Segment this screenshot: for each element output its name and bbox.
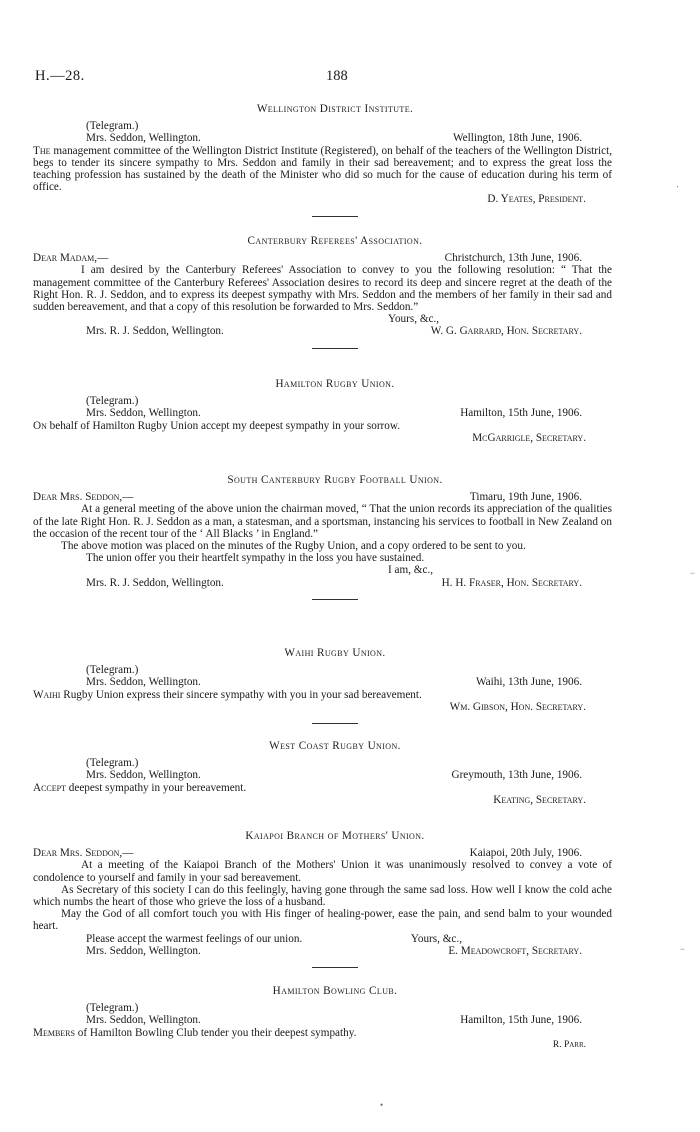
section-divider	[312, 967, 358, 968]
section-title: Hamilton Bowling Club.	[272, 985, 398, 997]
message-text: deepest sympathy in your bereavement.	[68, 781, 247, 794]
addressee: Mrs. Seddon, Wellington.	[86, 676, 201, 689]
section-title: Wellington District Institute.	[256, 103, 414, 115]
salutation: Dear Mrs. Seddon,—	[33, 847, 134, 860]
section-title: Canterbury Referees' Association.	[247, 235, 423, 247]
addressee: Mrs. Seddon, Wellington.	[86, 1014, 201, 1027]
signature: Keating, Secretary.	[493, 793, 586, 806]
address-row	[58, 676, 612, 688]
section-title: South Canterbury Rugby Football Union.	[227, 474, 443, 486]
letter-paragraph: May the God of all comfort touch you with His finger of healing-power, ease the pain, and send balm to your wounded heart.	[33, 908, 612, 933]
address-row	[58, 769, 612, 781]
message-body	[33, 689, 612, 701]
section-wellington-district-institute	[33, 103, 612, 217]
addressee: Mrs. Seddon, Wellington.	[86, 944, 201, 957]
address-row	[58, 132, 612, 144]
section-divider	[312, 599, 358, 600]
place-date: Hamilton, 15th June, 1906.	[460, 1014, 582, 1027]
place-date: Kaiapoi, 20th July, 1906.	[469, 847, 582, 860]
telegram-label: (Telegram.)	[86, 757, 139, 770]
addressee: Mrs. Seddon, Wellington.	[86, 132, 201, 145]
page-number: 188	[326, 68, 348, 84]
telegram-label: (Telegram.)	[86, 664, 139, 677]
signature-row	[58, 577, 612, 589]
section-title: West Coast Rugby Union.	[269, 740, 401, 752]
scan-speck: •	[380, 1100, 384, 1110]
addressee: Mrs. Seddon, Wellington.	[86, 407, 201, 420]
addressee: Mrs. R. J. Seddon, Wellington.	[86, 576, 224, 589]
signature: McGarrigle, Secretary.	[472, 431, 586, 444]
closing: Yours, &c.,	[410, 932, 462, 945]
address-row	[58, 407, 612, 419]
message-text: behalf of Hamilton Rugby Union accept my deepest sympathy in your sorrow.	[49, 419, 401, 432]
section-waihi-rugby-union	[33, 647, 612, 724]
address-row	[58, 1014, 612, 1026]
scan-speck: ‧	[676, 182, 679, 192]
addressee: Mrs. R. J. Seddon, Wellington.	[86, 325, 224, 338]
document-reference: H.—28.	[35, 68, 85, 84]
salutation-row	[33, 491, 612, 503]
place-date: Christchurch, 13th June, 1906.	[444, 252, 582, 265]
section-title: Hamilton Rugby Union.	[275, 378, 395, 390]
message-text: management committee of the Wellington District Institute (Registered), on behalf of the teachers of the Wellington District, begs to tender its sincere sympathy to Mrs. Seddon and family in their sad bereavement; and to express the great loss the teaching profession has sustained by the death of the Minister who did so much for the cause of education during his term of office.	[33, 144, 612, 194]
section-west-coast-rugby-union	[33, 740, 612, 806]
lead-word: On	[33, 419, 47, 432]
letter-paragraph: The above motion was placed on the minutes of the Rugby Union, and a copy ordered to be sent to you.	[61, 540, 526, 553]
section-divider	[312, 723, 358, 724]
closing-row	[58, 933, 612, 945]
signature-row	[58, 945, 612, 957]
message-body	[33, 1027, 612, 1039]
telegram-label: (Telegram.)	[86, 395, 139, 408]
signature: E. Meadowcroft, Secretary.	[448, 944, 582, 957]
section-title: Kaiapoi Branch of Mothers' Union.	[245, 830, 425, 842]
signature-row	[58, 325, 612, 337]
message-body	[33, 145, 612, 194]
closing: Yours, &c.,	[388, 313, 440, 326]
message-text: Rugby Union express their sincere sympathy with you in your sad bereavement.	[63, 688, 422, 701]
salutation-row	[33, 252, 612, 264]
place-date: Hamilton, 15th June, 1906.	[460, 407, 582, 420]
lead-word: Members	[33, 1026, 75, 1039]
section-south-canterbury-rugby	[33, 474, 612, 600]
section-title: Waihi Rugby Union.	[284, 647, 386, 659]
lead-word: The	[33, 144, 51, 157]
letter-paragraph: The union offer you their heartfelt sympathy in the loss you have sustained.	[86, 552, 425, 565]
signature: H. H. Fraser, Hon. Secretary.	[441, 576, 582, 589]
section-divider	[312, 216, 358, 217]
section-kaiapoi-mothers-union	[33, 830, 612, 968]
letter-body: I am desired by the Canterbury Referees' Association to convey to you the following resolution: “ That the management committee of the Canterbury Referees' Association desires to record its deep and sincere regret at the death of the Right Hon. R. J. Seddon, and to express its deepest sympathy with Mrs. Seddon and the members of her family in their sad and sudden bereavement, and that a copy of this resolution be forwarded to Mrs. Seddon.”	[33, 264, 612, 314]
place-date: Greymouth, 13th June, 1906.	[451, 769, 582, 782]
place-date: Waihi, 13th June, 1906.	[476, 676, 582, 689]
lead-word: Accept	[33, 781, 66, 794]
lead-word: Waihi	[33, 688, 61, 701]
section-canterbury-referees	[33, 235, 612, 349]
signature: R. Parr.	[552, 1039, 586, 1050]
telegram-label: (Telegram.)	[86, 1002, 139, 1015]
signature: Wm. Gibson, Hon. Secretary.	[449, 700, 586, 713]
letter-paragraph: At a meeting of the Kaiapoi Branch of the Mothers' Union it was unanimously resolved to convey a vote of condolence to yourself and family in your sad bereavement.	[33, 859, 612, 884]
closing: I am, &c.,	[388, 564, 434, 577]
salutation: Dear Madam,—	[33, 252, 109, 265]
scan-speck: −	[690, 568, 696, 578]
signature: D. Yeates, President.	[487, 193, 586, 206]
message-text: of Hamilton Bowling Club tender you their deepest sympathy.	[77, 1026, 357, 1039]
signature: W. G. Garrard, Hon. Secretary.	[430, 325, 582, 338]
salutation-row	[33, 847, 612, 859]
place-date: Timaru, 19th June, 1906.	[469, 491, 582, 504]
addressee: Mrs. Seddon, Wellington.	[86, 769, 201, 782]
message-body	[33, 420, 612, 432]
letter-paragraph: As Secretary of this society I can do this feelingly, having gone through the same sad loss. How well I know the cold ache which numbs the heart of those who grieve the loss of a husband.	[33, 883, 612, 909]
place-date: Wellington, 18th June, 1906.	[453, 132, 582, 145]
scan-speck: −	[680, 944, 686, 954]
letter-paragraph: At a general meeting of the above union the chairman moved, “ That the union records its appreciation of the qualities of the late Right Hon. R. J. Seddon as a man, a statesman, and a sportsman, instancing his services to football in New Zealand on the occasion of the recent tour of the ‘ All Blacks ’ in England.”	[33, 503, 612, 540]
salutation: Dear Mrs. Seddon,—	[33, 491, 134, 504]
telegram-label: (Telegram.)	[86, 120, 139, 133]
letter-paragraph: Please accept the warmest feelings of our union.	[86, 932, 303, 945]
section-hamilton-bowling-club	[33, 985, 612, 1051]
section-divider	[312, 348, 358, 349]
message-body	[33, 782, 612, 794]
section-hamilton-rugby-union	[33, 378, 612, 444]
